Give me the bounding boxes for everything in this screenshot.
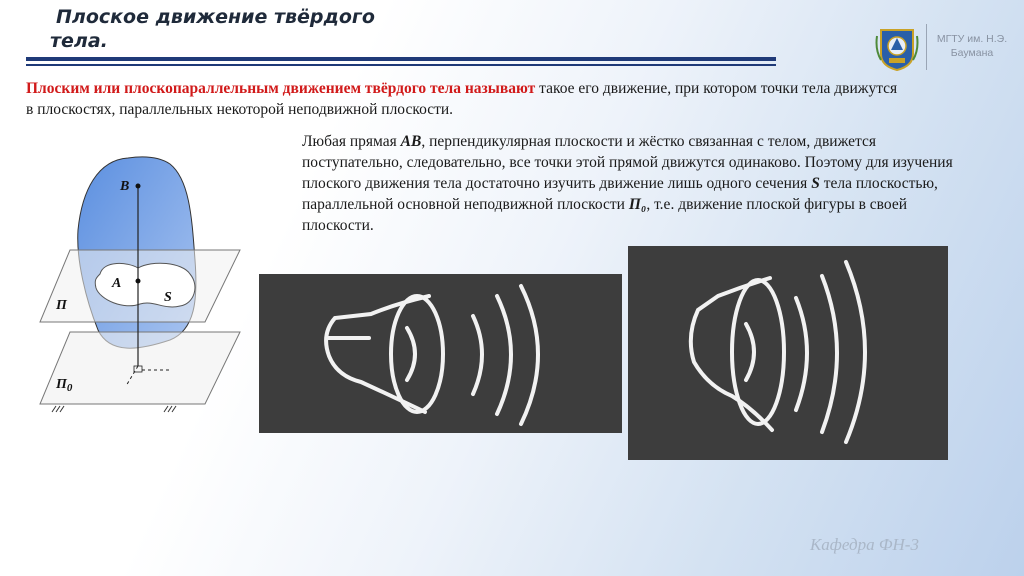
page-title-line1: Плоское движение твёрдого xyxy=(56,6,375,28)
logo-separator xyxy=(926,24,927,70)
sound-speaker-image-small xyxy=(259,274,622,433)
rigid-body-diagram xyxy=(30,150,260,430)
hatch-marks-left xyxy=(52,406,64,412)
definition-paragraph xyxy=(26,78,906,120)
university-emblem-icon xyxy=(875,24,919,72)
explanation-part2: , перпендикулярная плоскости и жёстко связанная с телом, движется поступательно, следовательно, все точки этой прямой движутся одинаково. Поэтому для изучения плоского движения тела достаточно изучить движение лишь одного сечения xyxy=(302,133,953,192)
explanation-paragraph xyxy=(302,131,962,236)
label-pi0-sub: 0 xyxy=(66,382,73,394)
section-s-shape xyxy=(95,263,195,307)
explanation-ab: AB xyxy=(400,133,422,150)
sound-speaker-icon xyxy=(628,246,948,460)
explanation-s: S xyxy=(811,175,820,192)
definition-rest: такое его движение, при котором точки тела движутся в плоскостях, параллельных некоторой неподвижной плоскости. xyxy=(26,80,898,118)
explanation-pi0: П₀ xyxy=(628,196,647,213)
label-pi: П xyxy=(56,298,67,313)
explanation-part3: тела плоскостью, параллельной основной неподвижной плоскости xyxy=(302,175,938,213)
definition-highlight: Плоским или плоскопараллельным движением твёрдого тела называют xyxy=(26,80,536,97)
page-title xyxy=(22,5,442,53)
page-title-line2: тела. xyxy=(50,30,108,52)
point-b xyxy=(136,184,141,189)
label-a: A xyxy=(112,276,122,291)
hatch-marks-right xyxy=(164,406,176,412)
label-pi0-base: П xyxy=(56,377,67,392)
university-name: МГТУ им. Н.Э. Баумана xyxy=(936,33,1008,59)
footer-department: Кафедра ФН-3 xyxy=(810,535,919,554)
sound-speaker-icon xyxy=(259,274,622,433)
sound-speaker-image-large xyxy=(628,246,948,460)
title-divider-thick xyxy=(26,57,776,61)
explanation-part4: , т.е. движение плоской фигуры в своей плоскости. xyxy=(302,196,908,234)
point-a xyxy=(136,279,141,284)
label-s: S xyxy=(164,290,172,305)
label-b: B xyxy=(120,179,130,194)
title-divider-thin xyxy=(26,64,776,66)
explanation-part1: Любая прямая xyxy=(302,133,401,150)
